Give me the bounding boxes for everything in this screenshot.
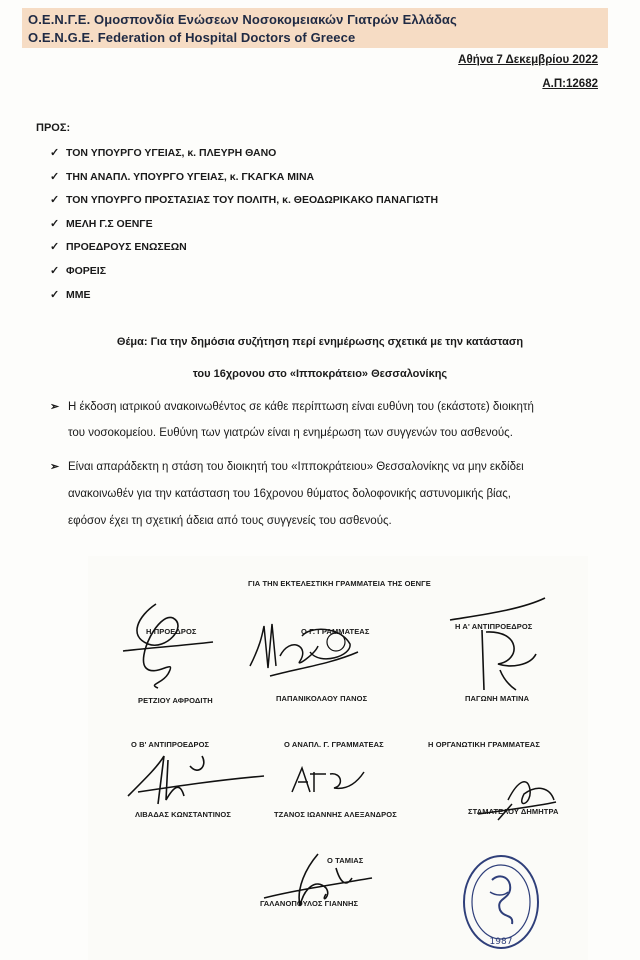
signature-organizational-secretary [458, 760, 558, 824]
stamp-year: 1987 [489, 937, 513, 947]
official-stamp [460, 852, 542, 952]
recipient-item [50, 193, 438, 217]
name-second-vice-president: ΛΙΒΑΔΑΣ ΚΩΝΣΤΑΝΤΙΝΟΣ [135, 810, 231, 819]
role-organizational-secretary: Η ΟΡΓΑΝΩΤΙΚΗ ΓΡΑΜΜΑΤΕΑΣ [428, 740, 540, 749]
point-2-line-3: εφόσον έχει τη σχετική άδεια από τους συγγενείς του ασθενούς. [68, 515, 392, 527]
name-president: ΡΕΤΖΙΟΥ ΑΦΡΟΔΙΤΗ [138, 696, 213, 705]
name-first-vice-president: ΠΑΓΩΝΗ ΜΑΤΙΝΑ [465, 694, 530, 703]
checkmark-icon: ✓ [50, 264, 60, 277]
signature-treasurer [256, 848, 376, 912]
signatures-heading: ΓΙΑ ΤΗΝ ΕΚΤΕΛΕΣΤΙΚΗ ΓΡΑΜΜΑΤΕΙΑ ΤΗΣ ΟΕΝΓΕ [248, 579, 431, 588]
recipient-text: ΜΕΛΗ Γ.Σ ΟΕΝΓΕ [66, 217, 153, 230]
checkmark-icon: ✓ [50, 288, 60, 301]
recipient-item [50, 217, 438, 241]
recipient-text: ΤΟΝ ΥΠΟΥΡΓΟ ΥΓΕΙΑΣ, κ. ΠΛΕΥΡΗ ΘΑΝΟ [66, 147, 277, 159]
letterhead-english: O.E.N.G.E. Federation of Hospital Doctors of Greece [28, 30, 356, 45]
subject-line-1: Θέμα: Για την δημόσια συζήτηση περί ενημέρωσης σχετικά με την κατάσταση [116, 336, 524, 348]
role-president: Η ΠΡΟΕΔΡΟΣ [146, 627, 197, 636]
role-general-secretary: Ο Γ. ΓΡΑΜΜΑΤΕΑΣ [301, 627, 370, 636]
point-1-line-2: του νοσοκομείου. Ευθύνη των γιατρών είναι η ενημέρωση των συγγενών του ασθενούς. [68, 427, 513, 439]
name-deputy-general-secretary: ΤΖΑΝΟΣ ΙΩΑΝΝΗΣ ΑΛΕΞΑΝΔΡΟΣ [274, 810, 397, 819]
recipient-text: ΦΟΡΕΙΣ [66, 264, 107, 277]
signature-deputy-general-secretary [286, 762, 376, 802]
recipients-list [50, 146, 438, 311]
role-treasurer: Ο ΤΑΜΙΑΣ [327, 856, 364, 865]
recipient-text: ΤΗΝ ΑΝΑΠΛ. ΥΠΟΥΡΓΟ ΥΓΕΙΑΣ, κ. ΓΚΑΓΚΑ ΜΙΝΑ [66, 170, 315, 183]
signature-general-secretary [240, 606, 360, 686]
recipient-item [50, 170, 438, 194]
recipient-item [50, 146, 438, 170]
point-1-line-1: Η έκδοση ιατρικού ανακοινωθέντος σε κάθε περίπτωση είναι ευθύνη του (εκάστοτε) διοικητή [68, 401, 534, 413]
recipients-label: ΠΡΟΣ: [36, 122, 71, 134]
bullet-arrow-icon: ➢ [50, 461, 60, 473]
point-2-line-1: Είναι απαράδεκτη η στάση του διοικητή του «Ιπποκράτειου» Θεσσαλονίκης να μην εκδίδει [68, 461, 524, 473]
checkmark-icon: ✓ [50, 170, 60, 183]
document-date: Αθήνα 7 Δεκεμβρίου 2022 [458, 54, 598, 66]
role-first-vice-president: Η Α' ΑΝΤΙΠΡΟΕΔΡΟΣ [455, 622, 533, 631]
subject-line-2: του 16χρονου στο «Ιπποκράτειο» Θεσσαλονίκης [192, 368, 448, 380]
signature-president [118, 596, 218, 696]
recipient-item [50, 240, 438, 264]
point-2-line-2: ανακοινωθέν για την κατάσταση του 16χρονου θύματος δολοφονικής αστυνομικής βίας, [68, 488, 511, 500]
signature-first-vice-president [440, 590, 550, 700]
checkmark-icon: ✓ [50, 241, 60, 254]
recipient-item [50, 288, 438, 312]
role-deputy-general-secretary: Ο ΑΝΑΠΛ. Γ. ΓΡΑΜΜΑΤΕΑΣ [284, 740, 384, 749]
checkmark-icon: ✓ [50, 194, 60, 207]
recipient-text: ΤΟΝ ΥΠΟΥΡΓΟ ΠΡΟΣΤΑΣΙΑΣ ΤΟΥ ΠΟΛΙΤΗ, κ. ΘΕΟΔΩΡΙΚΑΚΟ ΠΑΝΑΓΙΩΤΗ [66, 194, 439, 207]
checkmark-icon: ✓ [50, 147, 60, 159]
letterhead-greek: Ο.Ε.Ν.Γ.Ε. Ομοσπονδία Ενώσεων Νοσοκομειακών Γιατρών Ελλάδας [28, 12, 457, 27]
signature-second-vice-president [118, 746, 268, 816]
recipient-text: ΠΡΟΕΔΡΟΥΣ ΕΝΩΣΕΩΝ [66, 241, 187, 254]
recipient-text: ΜΜΕ [66, 288, 91, 301]
checkmark-icon: ✓ [50, 217, 60, 230]
recipient-item [50, 264, 438, 288]
protocol-number: Α.Π:12682 [542, 78, 598, 90]
name-treasurer: ΓΑΛΑΝΟΠΟΥΛΟΣ ΓΙΑΝΝΗΣ [260, 899, 359, 908]
letterhead [22, 8, 608, 48]
role-second-vice-president: Ο Β' ΑΝΤΙΠΡΟΕΔΡΟΣ [131, 740, 210, 749]
name-general-secretary: ΠΑΠΑΝΙΚΟΛΑΟΥ ΠΑΝΟΣ [276, 694, 368, 703]
bullet-arrow-icon: ➢ [50, 401, 60, 413]
name-organizational-secretary: ΣΤΑΜΑΤΕΛΟΥ ΔΗΜΗΤΡΑ [468, 807, 559, 816]
